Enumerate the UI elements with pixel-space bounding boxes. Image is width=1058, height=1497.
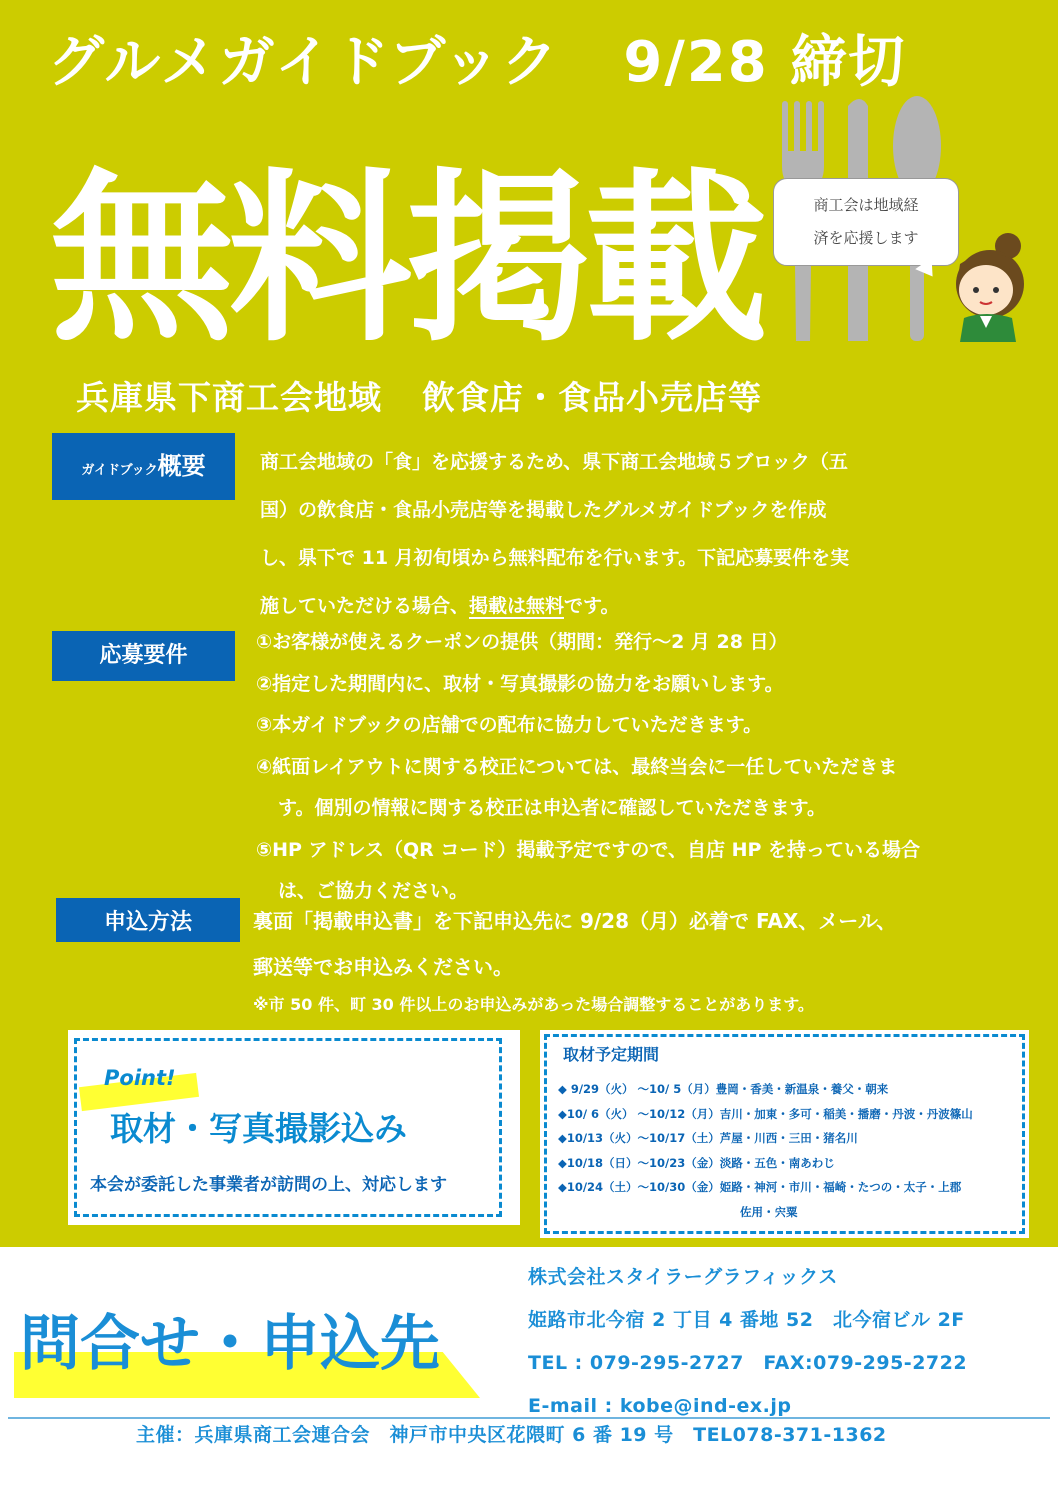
company-tel-fax: TEL : 079-295-2727 FAX:079-295-2722: [528, 1352, 968, 1374]
schedule-row: ◆10/24（土）～10/30（金）姫路・神河・市川・福崎・たつの・太子・上郡: [558, 1180, 962, 1194]
deadline: 9/28 締切: [623, 30, 907, 95]
apply-line: 裏面「掲載申込書」を下記申込先に 9/28（月）必着で FAX、メール、: [253, 909, 897, 933]
bubble-line-2: 済を応援します: [813, 229, 919, 247]
bubble-line-1: 商工会は地域経: [813, 196, 919, 214]
apply-note: ※市 50 件、町 30 件以上のお申込みがあった場合調整することがあります。: [253, 995, 814, 1014]
requirements-list: [256, 622, 920, 913]
target-area: 兵庫県下商工会地域: [76, 378, 382, 417]
point-title: 取材・写真撮影込み: [110, 1109, 407, 1148]
mascot-girl-icon: [950, 232, 1040, 342]
overview-label-main: 概要: [157, 452, 206, 480]
schedule-list: [558, 1077, 973, 1224]
guidebook-title: グルメガイドブック: [48, 30, 560, 95]
overview-label-small: ガイドブック: [81, 463, 158, 478]
requirements-label: 応募要件: [52, 631, 235, 681]
page-title: [48, 18, 906, 98]
schedule-row: ◆10/18（日）～10/23（金）淡路・五色・南あわじ: [558, 1155, 835, 1170]
requirement-item: ③本ガイドブックの店舗での配布に協力していただきます。: [256, 714, 763, 736]
free-listing-emphasis: 掲載は無料: [469, 595, 565, 617]
point-tag: Point!: [104, 1066, 176, 1090]
schedule-row: ◆ 9/29（火） ～10/ 5（月）豊岡・香美・新温泉・養父・朝来: [558, 1082, 889, 1096]
speech-bubble: [773, 178, 959, 266]
schedule-title: 取材予定期間: [563, 1045, 660, 1064]
footer-divider: [8, 1417, 1050, 1419]
target-subtitle: [76, 372, 762, 419]
company-address: 姫路市北今宿 2 丁目 4 番地 52 北今宿ビル 2F: [528, 1309, 965, 1331]
overview-line: し、県下で 11 月初旬頃から無料配布を行います。下記応募要件を実: [260, 547, 850, 569]
requirement-item: ①お客様が使えるクーポンの提供（期間：発行～2 月 28 日）: [256, 631, 788, 653]
schedule-row: ◆10/13（火）～10/17（土）芦屋・川西・三田・猪名川: [558, 1131, 858, 1145]
requirement-item: ⑤HP アドレス（QR コード）掲載予定ですので、自店 HP を持っている場合: [256, 838, 921, 861]
overview-line: 施していただける場合、掲載は無料です。: [260, 595, 620, 617]
requirement-item: は、ご協力ください。: [278, 880, 469, 902]
apply-method-label: 申込方法: [56, 898, 240, 942]
contact-title: 問合せ・申込先: [20, 1309, 440, 1379]
target-businesses: 飲食店・食品小売店等: [422, 378, 762, 417]
company-name: 株式会社スタイラーグラフィックス: [528, 1266, 838, 1288]
schedule-row-continuation: 佐用・宍粟: [740, 1204, 798, 1219]
company-email: E-mail : kobe@ind-ex.jp: [528, 1395, 792, 1417]
overview-label: [52, 433, 235, 500]
footer-organizer: 主催：兵庫県商工会連合会 神戸市中央区花隈町 6 番 19 号 TEL078-371-1362: [136, 1424, 887, 1446]
free-listing-headline: 無料掲載: [50, 153, 763, 367]
overview-line: 商工会地域の「食」を応援するため、県下商工会地域５ブロック（五: [260, 451, 848, 473]
overview-text: [260, 438, 849, 630]
point-description: 本会が委託した事業者が訪問の上、対応します: [90, 1175, 447, 1195]
schedule-row: ◆10/ 6（火） ～10/12（月）吉川・加東・多可・稲美・播磨・丹波・丹波篠山: [558, 1106, 973, 1121]
contact-details: [528, 1256, 967, 1428]
requirement-item: す。個別の情報に関する校正は申込者に確認していただきます。: [278, 797, 826, 819]
apply-method-text: [253, 898, 896, 990]
requirement-item: ②指定した期間内に、取材・写真撮影の協力をお願いします。: [256, 672, 784, 695]
apply-line: 郵送等でお申込みください。: [253, 955, 513, 979]
overview-line: 国）の飲食店・食品小売店等を掲載したグルメガイドブックを作成: [260, 499, 827, 521]
requirement-item: ④紙面レイアウトに関する校正については、最終当会に一任していただきま: [256, 755, 898, 778]
